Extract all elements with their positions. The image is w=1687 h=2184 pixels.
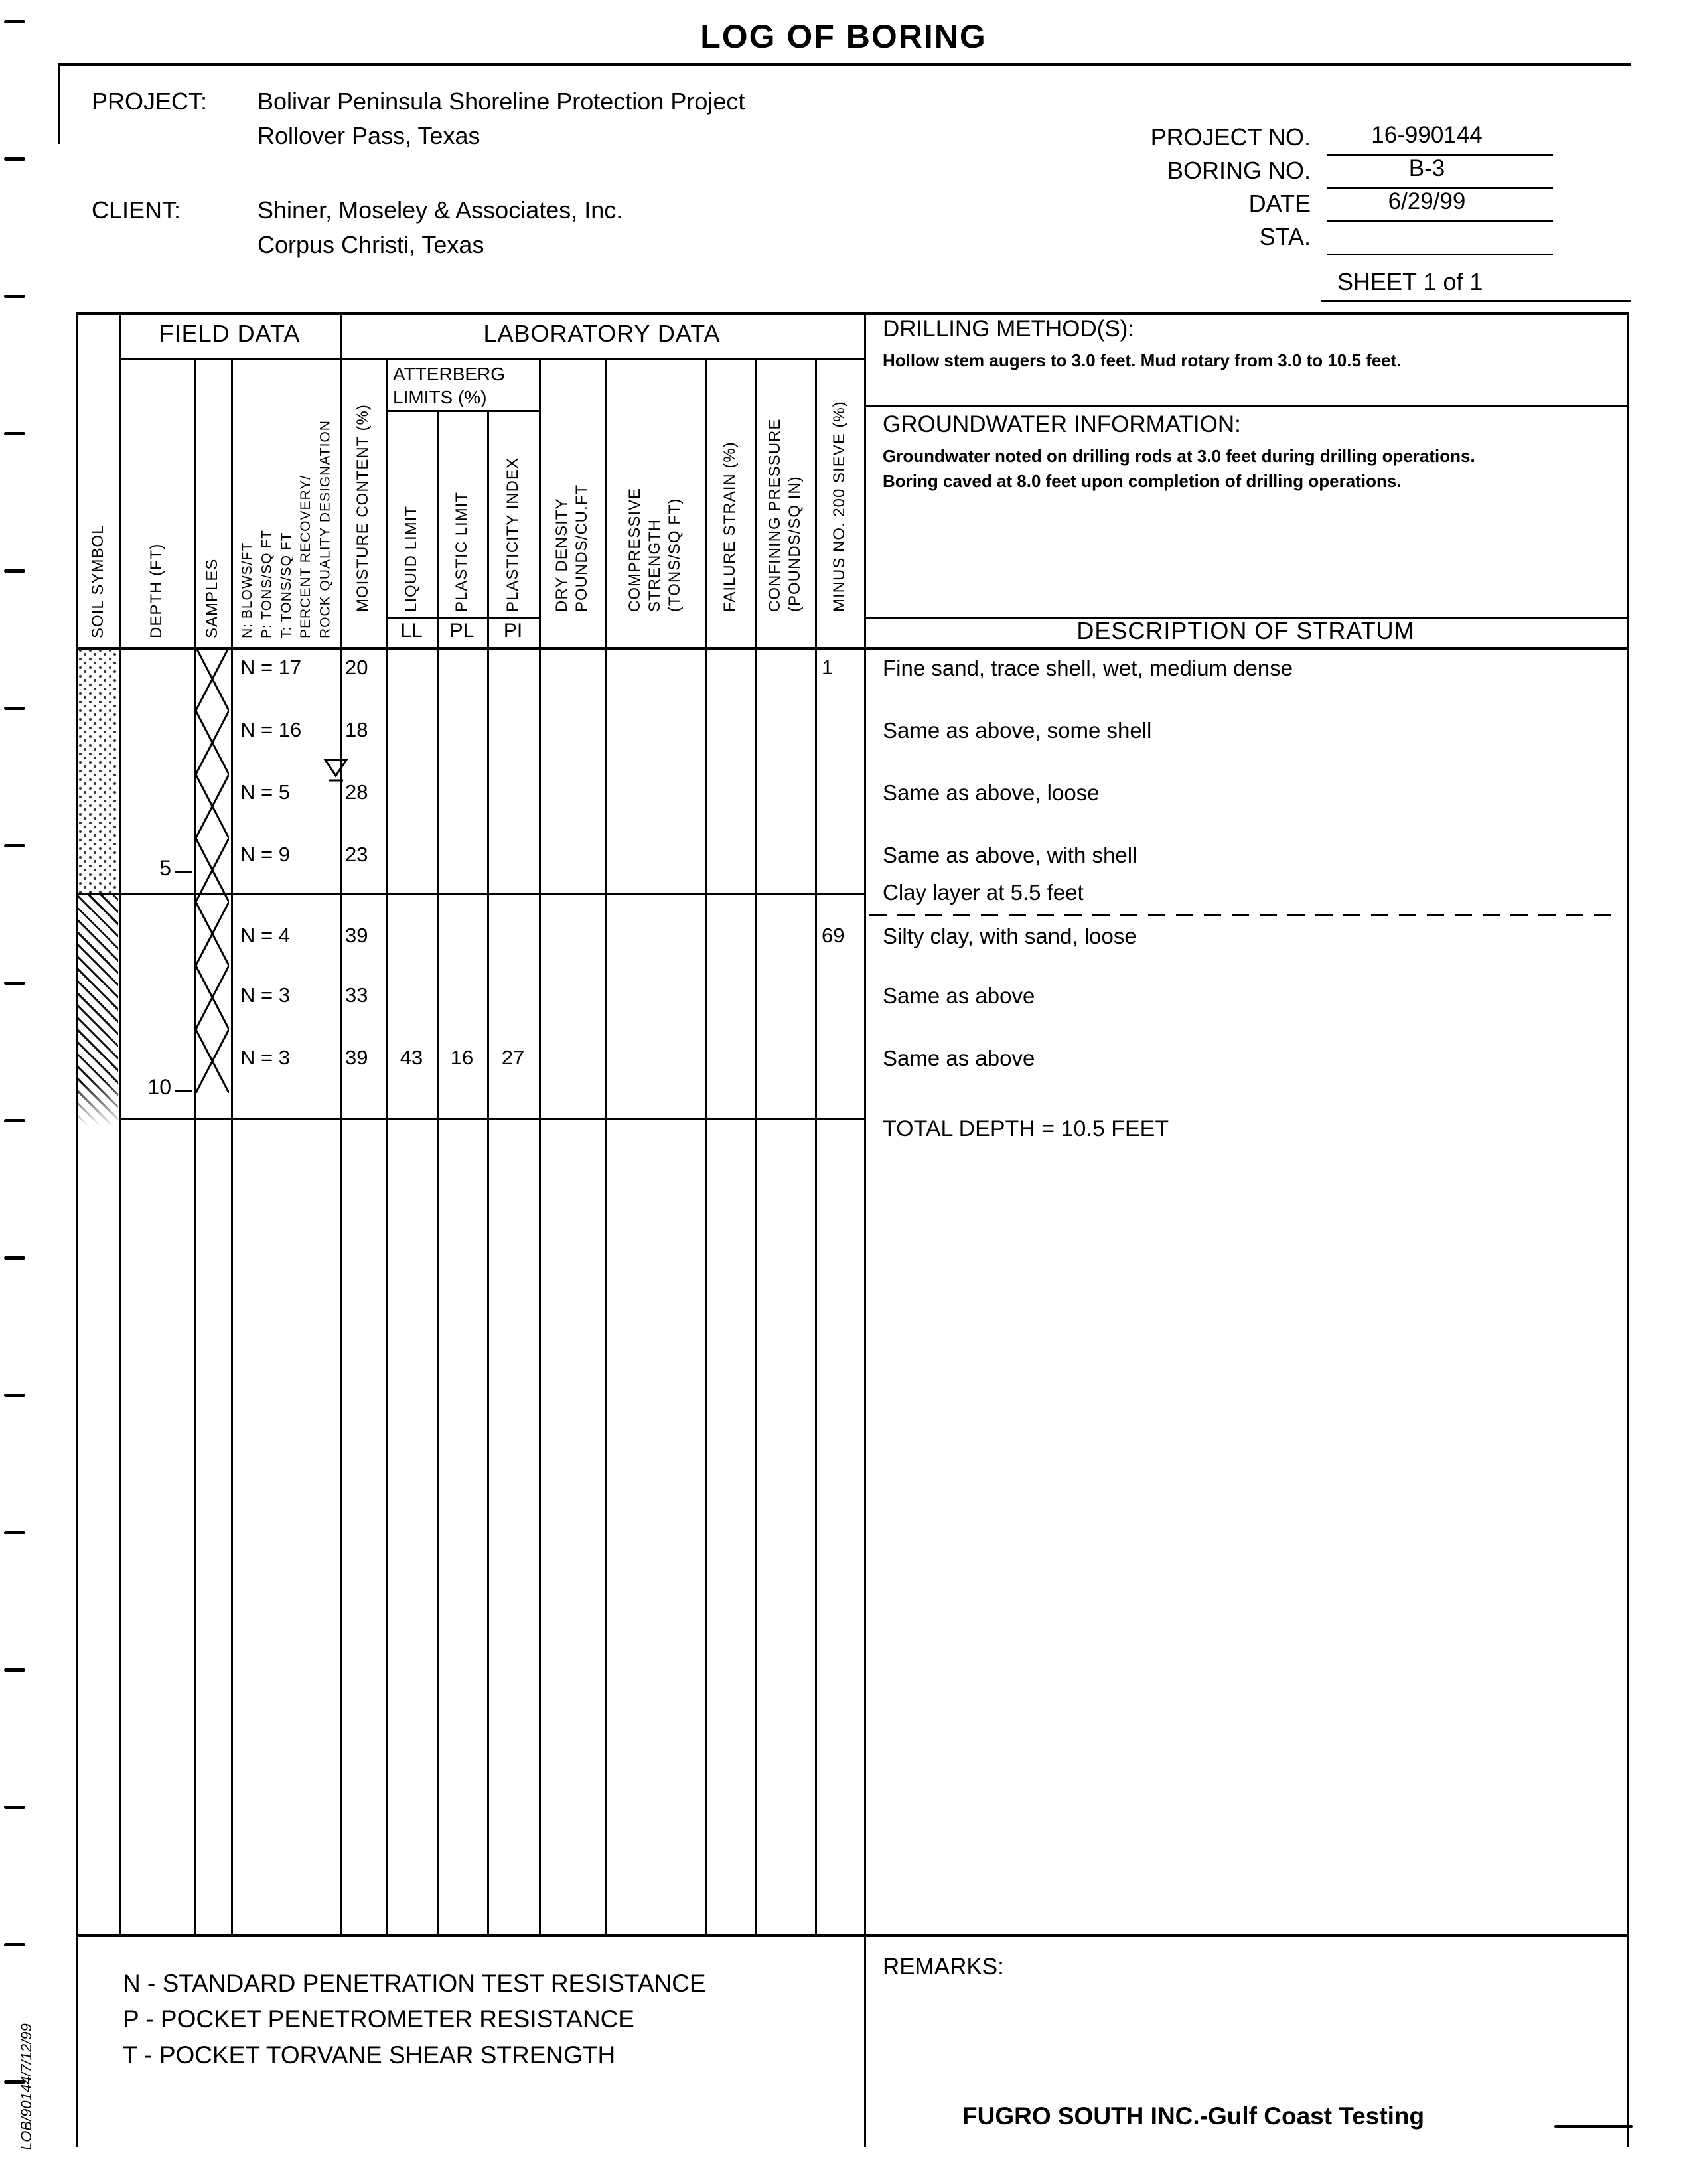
boring-no-value: B-3 bbox=[1408, 155, 1445, 181]
moisture-value: 20 bbox=[345, 656, 368, 679]
column-header-failure-strain: FAILURE STRAIN (%) bbox=[721, 441, 739, 612]
column-header-minus-200: MINUS NO. 200 SIEVE (%) bbox=[830, 401, 848, 612]
n-value: N = 16 bbox=[240, 718, 302, 741]
n-value: N = 3 bbox=[240, 983, 290, 1007]
stratum-description: Silty clay, with sand, loose bbox=[883, 924, 1137, 948]
n-value: N = 3 bbox=[240, 1046, 290, 1069]
project-name: Bolivar Peninsula Shoreline Protection Project bbox=[257, 88, 745, 115]
n-value: N = 17 bbox=[240, 656, 302, 679]
moisture-value: 39 bbox=[345, 924, 368, 947]
pi-header: PI bbox=[503, 620, 523, 642]
project-location: Rollover Pass, Texas bbox=[257, 122, 480, 149]
stratum-description: Same as above, loose bbox=[883, 780, 1100, 805]
date-value: 6/29/99 bbox=[1388, 188, 1466, 214]
plasticity-index-value: 27 bbox=[501, 1046, 525, 1069]
date-underline bbox=[1327, 220, 1553, 222]
n-value: N = 9 bbox=[240, 843, 290, 866]
moisture-value: 23 bbox=[345, 843, 368, 866]
column-header-plasticity-index: PLASTICITY INDEX bbox=[504, 457, 522, 612]
groundwater-title: GROUNDWATER INFORMATION: bbox=[883, 411, 1241, 437]
client-label: CLIENT: bbox=[92, 196, 181, 224]
sand-pattern bbox=[78, 648, 118, 893]
compressive-lines: COMPRESSIVE STRENGTH (TONS/SQ FT) bbox=[626, 487, 684, 612]
boring-bottom-line bbox=[119, 1118, 864, 1120]
registration-mark bbox=[4, 707, 25, 710]
groundwater-line2: Boring caved at 8.0 feet upon completion of drilling operations. bbox=[883, 471, 1402, 491]
company-name: FUGRO SOUTH INC.-Gulf Coast Testing bbox=[962, 2102, 1425, 2130]
column-header-depth: DEPTH (FT) bbox=[147, 543, 165, 638]
registration-mark bbox=[4, 1256, 25, 1260]
depth-label-5: 5 bbox=[159, 856, 171, 880]
boring-no-label: BORING NO. bbox=[1167, 157, 1311, 184]
pl-header: PL bbox=[449, 620, 475, 642]
project-label: PROJECT: bbox=[92, 88, 208, 115]
clay-layer-dashed-line bbox=[869, 914, 1621, 916]
remarks-label: REMARKS: bbox=[883, 1954, 1004, 1980]
footer-top-rule bbox=[76, 1934, 1629, 1937]
column-header-dry-density bbox=[539, 372, 605, 612]
side-code: LOB/90144/7/12/99 bbox=[18, 2023, 35, 2150]
ll-header: LL bbox=[400, 620, 423, 642]
dry-density-lines: DRY DENSITY POUNDS/CU.FT bbox=[553, 484, 591, 612]
moisture-value: 18 bbox=[345, 718, 368, 741]
registration-mark bbox=[4, 982, 25, 985]
stratum-description: Fine sand, trace shell, wet, medium dense bbox=[883, 656, 1293, 680]
data-top-rule bbox=[76, 647, 1629, 650]
registration-mark bbox=[4, 569, 25, 573]
stratum-description: Same as above bbox=[883, 983, 1035, 1008]
column-header-moisture: MOISTURE CONTENT (%) bbox=[354, 404, 372, 612]
stratum-description: Same as above, some shell bbox=[883, 718, 1152, 743]
sta-underline bbox=[1327, 254, 1553, 255]
sheet-underline bbox=[1321, 300, 1631, 302]
registration-mark bbox=[4, 295, 25, 298]
registration-mark bbox=[4, 157, 25, 161]
llplpi-rule bbox=[386, 617, 539, 619]
registration-mark bbox=[4, 1394, 25, 1397]
sample-symbol bbox=[196, 774, 229, 838]
stratum-description: Same as above, with shell bbox=[883, 843, 1137, 867]
description-header: DESCRIPTION OF STRATUM bbox=[1076, 617, 1415, 644]
registration-mark bbox=[4, 1806, 25, 1809]
depth-label-10: 10 bbox=[147, 1075, 171, 1099]
drilling-methods-title: DRILLING METHOD(S): bbox=[883, 316, 1135, 342]
registration-mark bbox=[4, 1531, 25, 1534]
client-location: Corpus Christi, Texas bbox=[257, 231, 484, 258]
n-value: N = 5 bbox=[240, 780, 290, 804]
title-rule bbox=[58, 63, 1631, 66]
header-rule bbox=[119, 358, 864, 360]
registration-mark bbox=[4, 432, 25, 435]
legend-line-t: T - POCKET TORVANE SHEAR STRENGTH bbox=[123, 2041, 616, 2069]
sta-label: STA. bbox=[1259, 223, 1311, 250]
column-header-confining bbox=[755, 372, 815, 612]
groundwater-line1: Groundwater noted on drilling rods at 3.0 feet during drilling operations. bbox=[883, 446, 1475, 466]
sample-symbol bbox=[196, 838, 229, 902]
client-name: Shiner, Moseley & Associates, Inc. bbox=[257, 196, 623, 224]
registration-mark bbox=[4, 1668, 25, 1672]
laboratory-data-header: LABORATORY DATA bbox=[483, 320, 721, 347]
description-divider bbox=[864, 312, 866, 2147]
sample-symbol bbox=[196, 966, 229, 1029]
total-depth-note: TOTAL DEPTH = 10.5 FEET bbox=[883, 1116, 1169, 1141]
clay-layer-note: Clay layer at 5.5 feet bbox=[883, 880, 1084, 905]
project-no-label: PROJECT NO. bbox=[1150, 123, 1311, 151]
stratum-boundary-line bbox=[76, 893, 864, 895]
drilling-methods-text: Hollow stem augers to 3.0 feet. Mud rotary from 3.0 to 10.5 feet. bbox=[883, 350, 1402, 370]
sample-symbol bbox=[196, 902, 229, 966]
registration-mark bbox=[4, 1943, 25, 1946]
moisture-value: 33 bbox=[345, 983, 368, 1007]
drilling-rule bbox=[864, 405, 1627, 407]
col-line bbox=[231, 358, 233, 1934]
sheet-label: SHEET 1 of 1 bbox=[1337, 268, 1483, 295]
sieve-value: 1 bbox=[822, 656, 834, 679]
confining-lines: CONFINING PRESSURE (POUNDS/SQ IN) bbox=[766, 418, 804, 612]
field-data-header: FIELD DATA bbox=[159, 320, 301, 347]
column-header-npt-lines: N: BLOWS/FT P: TONS/SQ FT T: TONS/SQ FT PERCENT RECOVERY/ ROCK QUALITY DESIGNATION bbox=[239, 420, 333, 638]
table-border-top bbox=[76, 312, 1629, 315]
registration-mark bbox=[4, 844, 25, 847]
liquid-limit-value: 43 bbox=[400, 1046, 423, 1069]
sample-symbol bbox=[196, 711, 229, 774]
sample-symbol bbox=[196, 647, 229, 711]
table-border-right bbox=[1627, 312, 1629, 2147]
page-title: LOG OF BORING bbox=[700, 18, 987, 55]
moisture-value: 28 bbox=[345, 780, 368, 804]
atterberg-header: ATTERBERG LIMITS (%) bbox=[393, 364, 506, 407]
column-header-liquid-limit: LIQUID LIMIT bbox=[402, 505, 420, 612]
column-header-soil-symbol: SOIL SYMBOL bbox=[89, 524, 107, 638]
registration-mark bbox=[1554, 2125, 1633, 2128]
header-left-rule bbox=[58, 63, 60, 144]
registration-mark bbox=[4, 1119, 25, 1122]
column-header-npt bbox=[234, 369, 338, 638]
sample-symbol bbox=[196, 1029, 229, 1093]
stratum-description: Same as above bbox=[883, 1046, 1035, 1070]
depth-tick-10 bbox=[175, 1090, 192, 1092]
depth-tick-5 bbox=[175, 871, 192, 873]
plastic-limit-value: 16 bbox=[450, 1046, 474, 1069]
column-header-plastic-limit: PLASTIC LIMIT bbox=[453, 491, 471, 612]
clay-pattern bbox=[78, 895, 118, 1127]
column-header-compressive bbox=[605, 372, 705, 612]
legend-line-n: N - STANDARD PENETRATION TEST RESISTANCE bbox=[123, 1970, 706, 1997]
project-no-value: 16-990144 bbox=[1371, 122, 1483, 148]
n-value: N = 4 bbox=[240, 924, 290, 947]
legend-line-p: P - POCKET PENETROMETER RESISTANCE bbox=[123, 2005, 634, 2033]
atterberg-rule bbox=[386, 410, 539, 412]
sieve-value: 69 bbox=[822, 924, 845, 947]
date-label: DATE bbox=[1248, 190, 1311, 217]
column-header-samples: SAMPLES bbox=[203, 558, 221, 638]
moisture-value: 39 bbox=[345, 1046, 368, 1069]
